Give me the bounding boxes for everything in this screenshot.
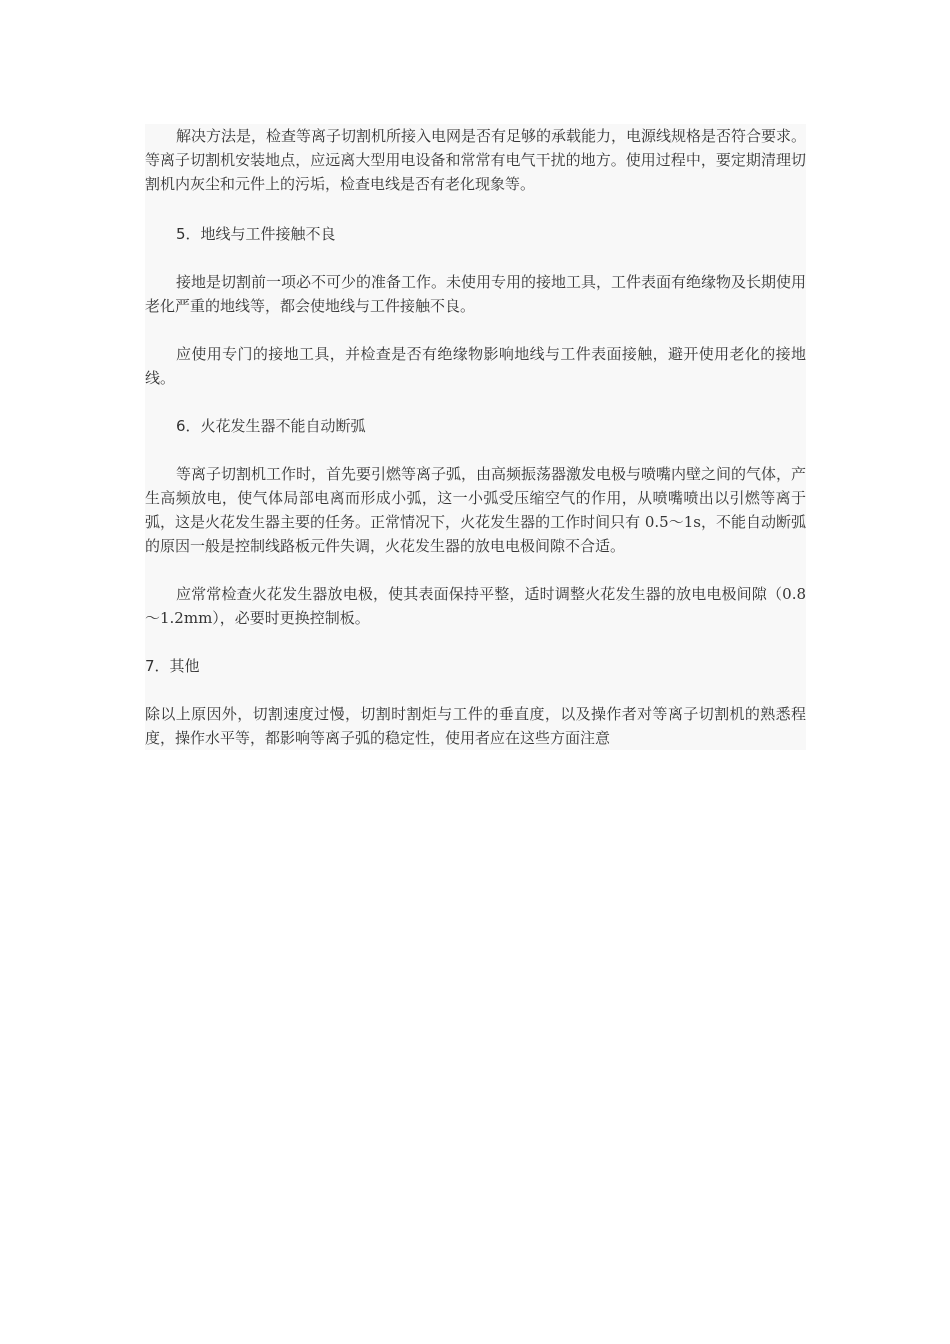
section-heading-6: 6．火花发生器不能自动断弧 bbox=[176, 417, 366, 435]
paragraph-spark-generator-cause: 等离子切割机工作时，首先要引燃等离子弧，由高频振荡器激发电极与喷嘴内壁之间的气体，产生高频放电，使气体局部电离而形成小弧，这一小弧受压缩空气的作用，从喷嘴喷出以引燃等离于弧，这是火花发生器主要的任务。正常情况下，火花发生器的工作时间只有 0.5～1s，不能自动断弧的原因一般是控制线路板元件失调，火花发生器的放电电极间隙不合适。 bbox=[145, 465, 807, 555]
article-body bbox=[145, 124, 806, 750]
paragraph-solution-power: 解决方法是，检查等离子切割机所接入电网是否有足够的承载能力，电源线规格是否符合要求。等离子切割机安装地点，应远离大型用电设备和常常有电气干扰的地方。使用过程中，要定期清理切割机内灰尘和元件上的污垢，检查电线是否有老化现象等。 bbox=[145, 127, 807, 193]
paragraph-grounding-solution: 应使用专门的接地工具，并检查是否有绝缘物影响地线与工件表面接触，避开使用老化的接地线。 bbox=[145, 345, 806, 387]
section-heading-5: 5．地线与工件接触不良 bbox=[176, 225, 336, 243]
paragraph-spark-generator-solution: 应常常检查火花发生器放电极，使其表面保持平整，适时调整火花发生器的放电电极间隙（0.8～1.2mm），必要时更换控制板。 bbox=[145, 585, 806, 627]
section-heading-7: 7．其他 bbox=[145, 657, 200, 675]
paragraph-grounding-cause: 接地是切割前一项必不可少的准备工作。未使用专用的接地工具，工件表面有绝缘物及长期使用老化严重的地线等，都会使地线与工件接触不良。 bbox=[145, 273, 807, 315]
paragraph-other-causes: 除以上原因外，切割速度过慢，切割时割炬与工件的垂直度，以及操作者对等离子切割机的熟悉程度，操作水平等，都影响等离子弧的稳定性，使用者应在这些方面注意 bbox=[145, 705, 806, 747]
